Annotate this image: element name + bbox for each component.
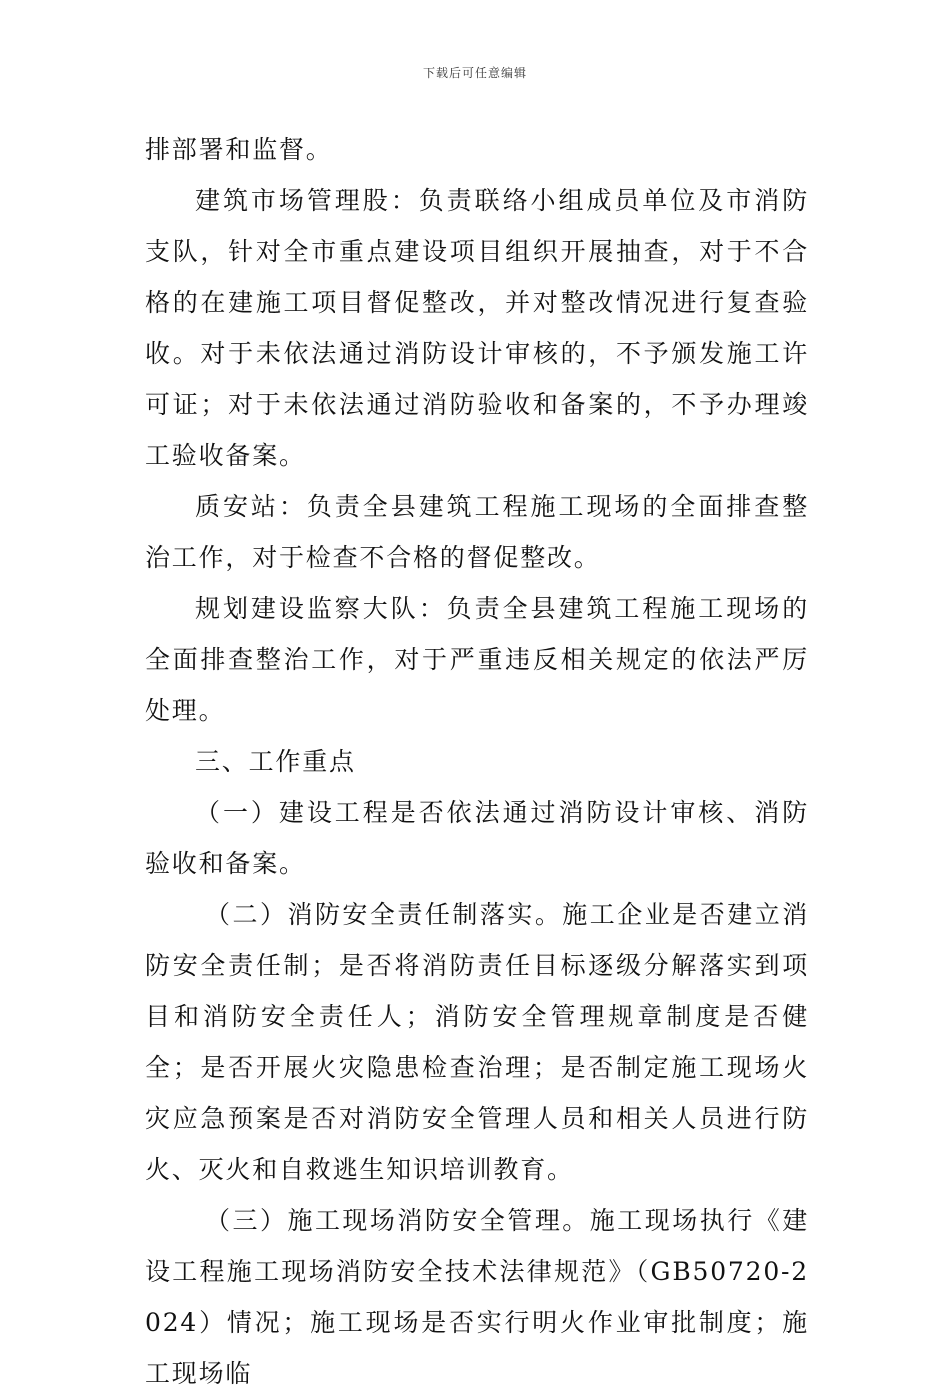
document-body (145, 124, 809, 1399)
paragraph-item-two: （二）消防安全责任制落实。施工企业是否建立消防安全责任制；是否将消防责任目标逐级分解落实到项目和消防安全责任人；消防安全管理规章制度是否健全；是否开展火灾隐患检查治理；是否制定施工现场火灾应急预案是否对消防安全管理人员和相关人员进行防火、灭火和自救逃生知识培训教育。 (145, 900, 809, 1184)
paragraph-continuation: 排部署和监督。 (145, 135, 333, 164)
paragraph-quality-safety-station: 质安站：负责全县建筑工程施工现场的全面排查整治工作，对于检查不合格的督促整改。 (145, 492, 809, 572)
paragraph-item-one: （一）建设工程是否依法通过消防设计审核、消防验收和备案。 (145, 798, 809, 878)
section-heading-work-focus: 三、工作重点 (195, 747, 356, 776)
paragraph-item-three: （三）施工现场消防安全管理。施工现场执行《建设工程施工现场消防安全技术法律规范》（GB50720-2024）情况；施工现场是否实行明火作业审批制度；施工现场临 (145, 1206, 809, 1388)
paragraph-planning-inspection-brigade: 规划建设监察大队：负责全县建筑工程施工现场的全面排查整治工作，对于严重违反相关规定的依法严厉处理。 (145, 594, 809, 725)
page-header-note: 下载后可任意编辑 (422, 66, 527, 80)
paragraph-construction-market-section: 建筑市场管理股：负责联络小组成员单位及市消防支队，针对全市重点建设项目组织开展抽查，对于不合格的在建施工项目督促整改，并对整改情况进行复查验收。对于未依法通过消防设计审核的，不予颁发施工许可证；对于未依法通过消防验收和备案的，不予办理竣工验收备案。 (145, 186, 809, 470)
